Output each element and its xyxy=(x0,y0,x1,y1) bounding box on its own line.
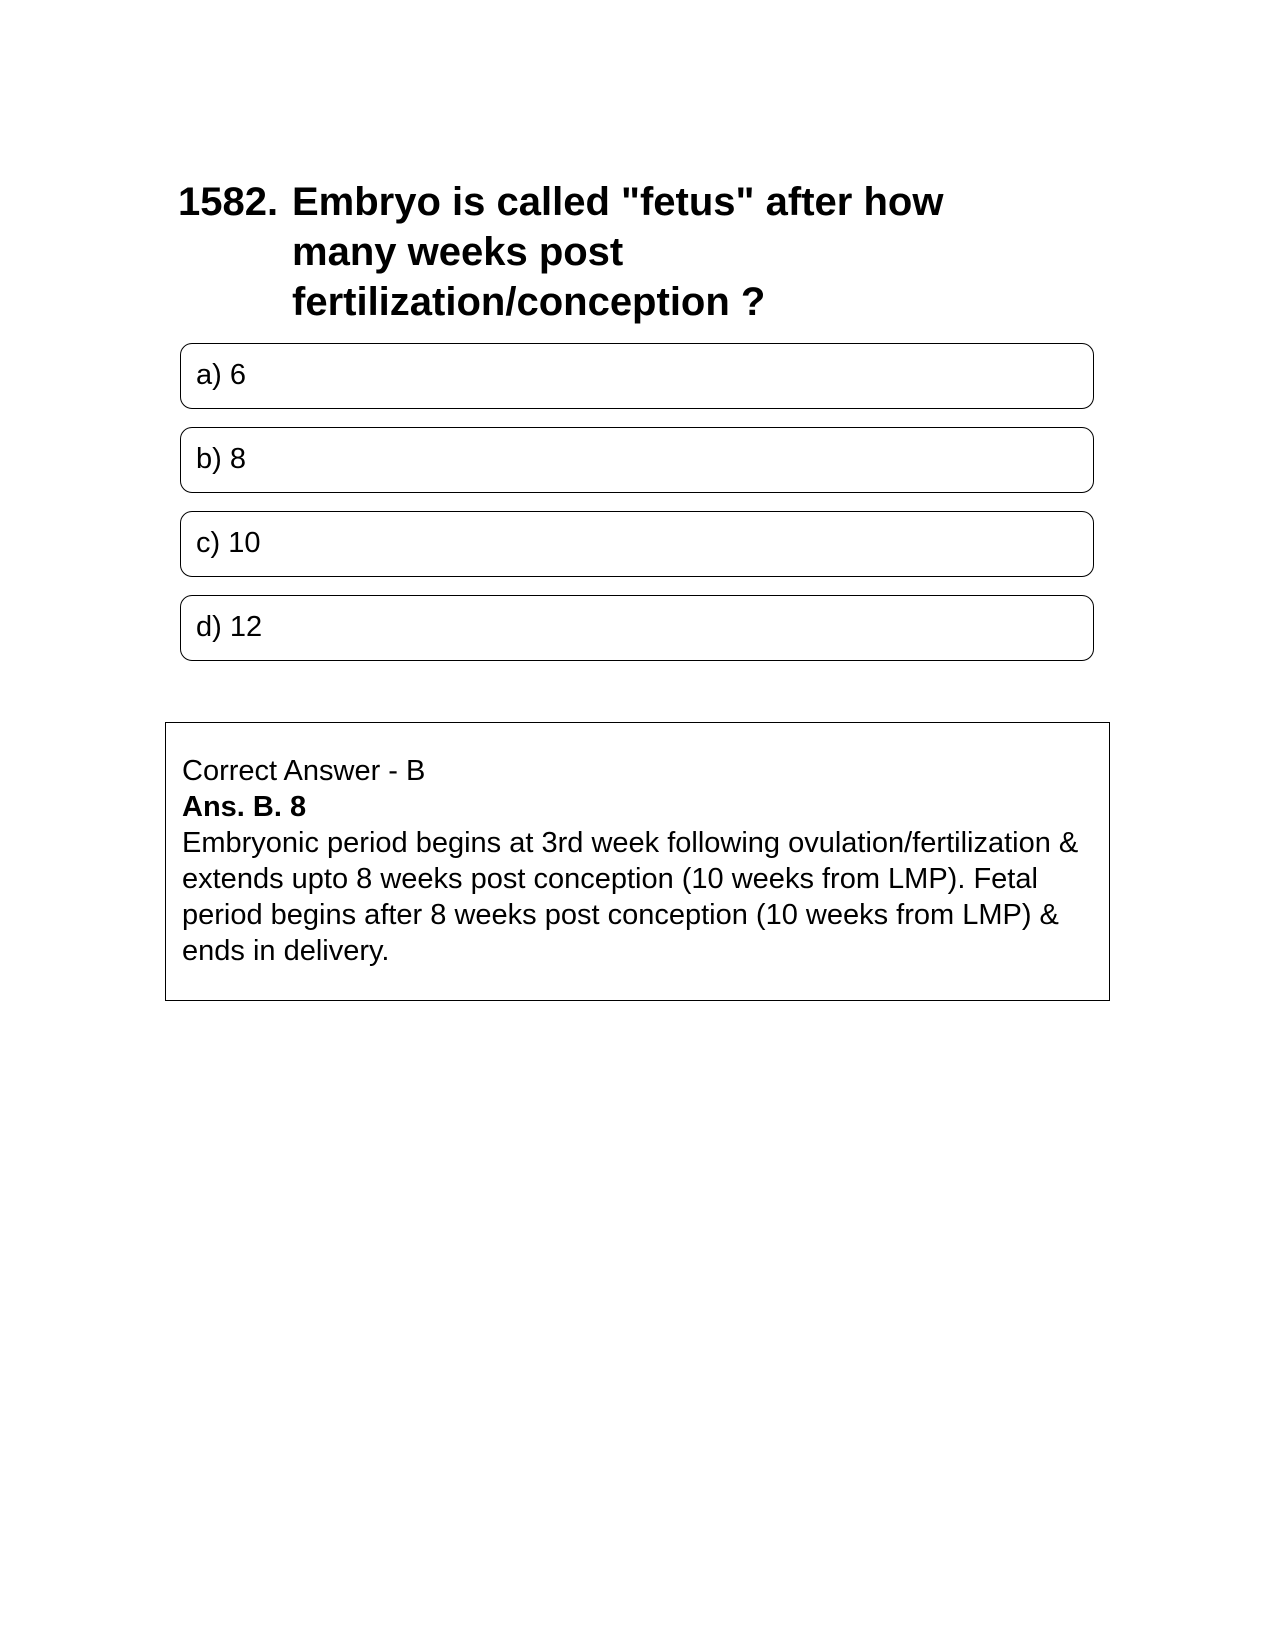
option-a[interactable]: a) 6 xyxy=(180,343,1094,409)
answer-explanation: Embryonic period begins at 3rd week following ovulation/fertilization & extends upto 8 weeks post conception (10 weeks from LMP). Fetal period begins after 8 weeks post conception (10 weeks from LMP) & ends in delivery. xyxy=(182,827,1079,967)
question-number: 1582. xyxy=(178,180,279,224)
correct-answer: Correct Answer - B xyxy=(182,755,426,787)
question xyxy=(178,177,1038,327)
option-d[interactable]: d) 12 xyxy=(180,595,1094,661)
option-c[interactable]: c) 10 xyxy=(180,511,1094,577)
question-text: Embryo is called "fetus" after how many weeks post fertilization/conception ? xyxy=(292,180,944,324)
answer-heading: Ans. B. 8 xyxy=(182,791,307,823)
answer-box xyxy=(165,722,1110,1001)
option-b[interactable]: b) 8 xyxy=(180,427,1094,493)
